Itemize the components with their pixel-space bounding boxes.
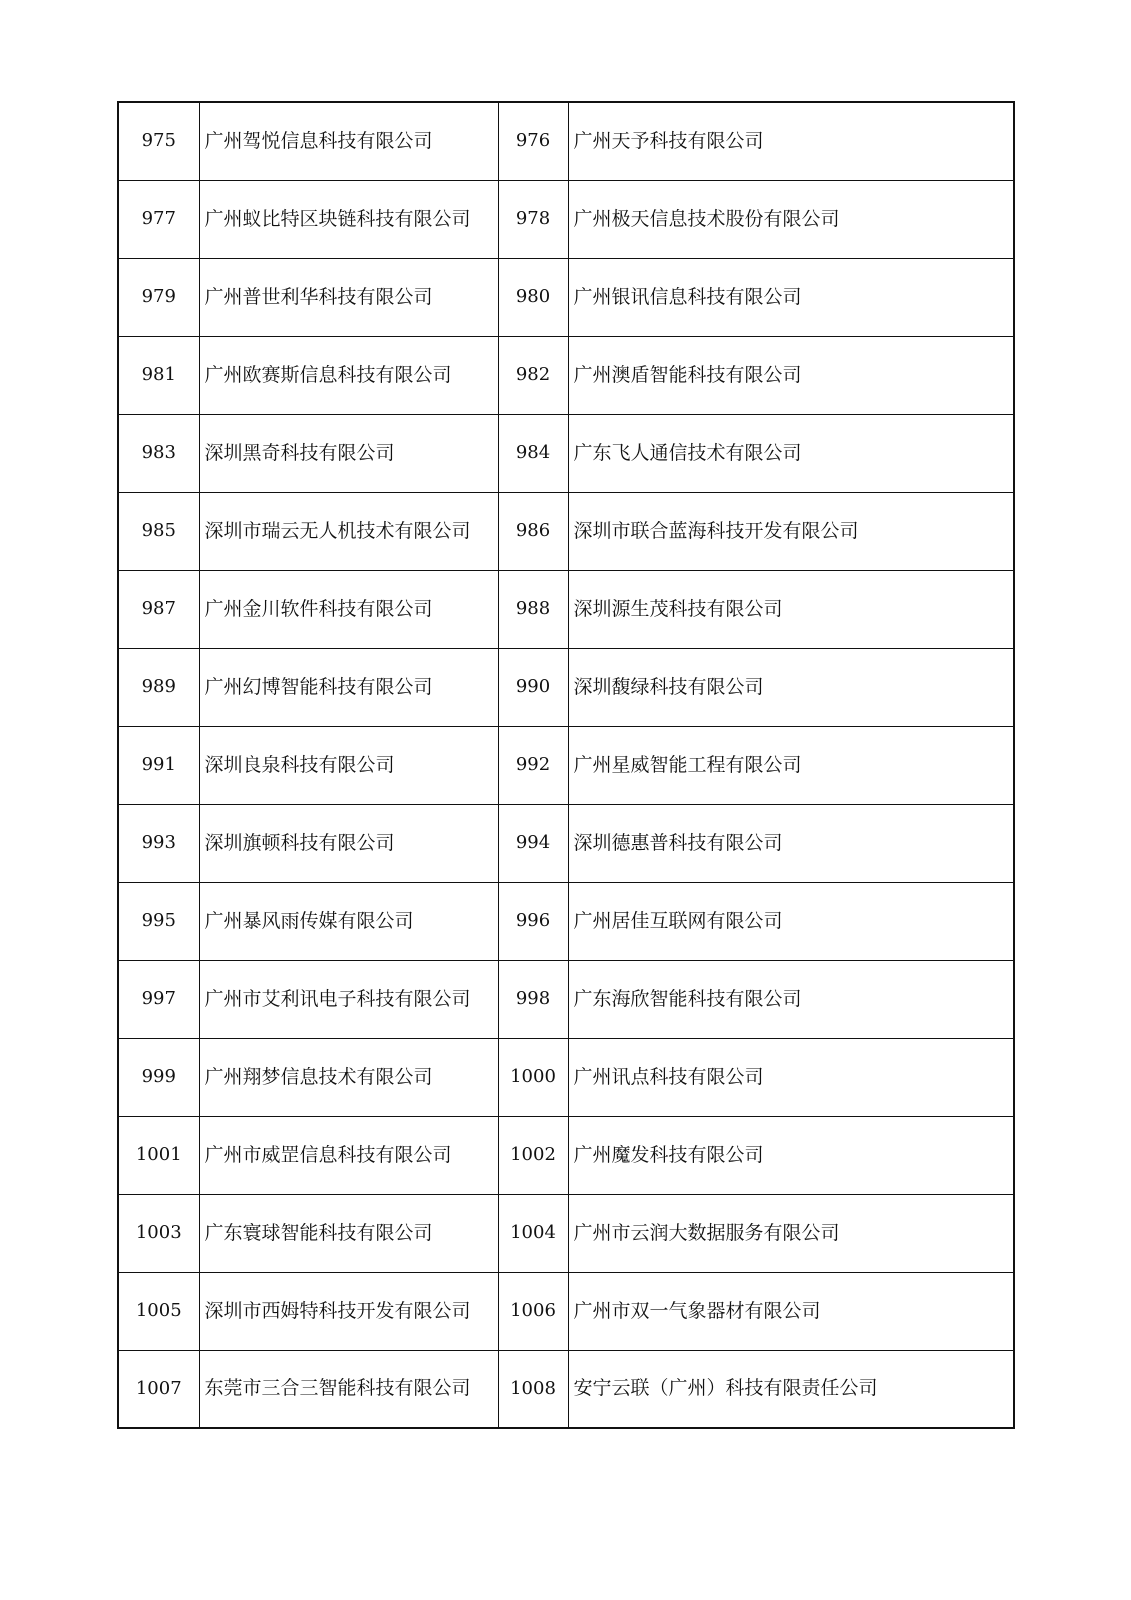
right-company-name-cell: 广东海欣智能科技有限公司 <box>568 960 1014 1038</box>
right-company-name-cell: 深圳源生茂科技有限公司 <box>568 570 1014 648</box>
right-company-name-cell: 深圳馥绿科技有限公司 <box>568 648 1014 726</box>
left-company-name-cell: 深圳黑奇科技有限公司 <box>199 414 498 492</box>
left-company-name-cell: 广州暴风雨传媒有限公司 <box>199 882 498 960</box>
left-number-cell: 989 <box>118 648 199 726</box>
table-row <box>118 492 1014 570</box>
right-number-cell: 998 <box>498 960 568 1038</box>
left-company-name-cell: 广东寰球智能科技有限公司 <box>199 1194 498 1272</box>
right-company-name-cell: 广州澳盾智能科技有限公司 <box>568 336 1014 414</box>
right-number-cell: 1006 <box>498 1272 568 1350</box>
right-number-cell: 994 <box>498 804 568 882</box>
left-number-cell: 995 <box>118 882 199 960</box>
right-company-name-cell: 广州居佳互联网有限公司 <box>568 882 1014 960</box>
left-number-cell: 999 <box>118 1038 199 1116</box>
table-row <box>118 1272 1014 1350</box>
right-company-name-cell: 深圳市联合蓝海科技开发有限公司 <box>568 492 1014 570</box>
right-company-name-cell: 广州市双一气象器材有限公司 <box>568 1272 1014 1350</box>
left-company-name-cell: 深圳市瑞云无人机技术有限公司 <box>199 492 498 570</box>
right-number-cell: 986 <box>498 492 568 570</box>
table-row <box>118 960 1014 1038</box>
left-company-name-cell: 深圳良泉科技有限公司 <box>199 726 498 804</box>
left-company-name-cell: 广州市艾利讯电子科技有限公司 <box>199 960 498 1038</box>
right-number-cell: 1002 <box>498 1116 568 1194</box>
right-company-name-cell: 广州天予科技有限公司 <box>568 102 1014 180</box>
left-company-name-cell: 广州金川软件科技有限公司 <box>199 570 498 648</box>
left-number-cell: 1003 <box>118 1194 199 1272</box>
right-number-cell: 1004 <box>498 1194 568 1272</box>
left-company-name-cell: 广州驾悦信息科技有限公司 <box>199 102 498 180</box>
right-company-name-cell: 深圳德惠普科技有限公司 <box>568 804 1014 882</box>
table-row <box>118 1116 1014 1194</box>
left-number-cell: 975 <box>118 102 199 180</box>
right-number-cell: 976 <box>498 102 568 180</box>
left-number-cell: 993 <box>118 804 199 882</box>
table-row <box>118 1350 1014 1428</box>
left-company-name-cell: 深圳旗顿科技有限公司 <box>199 804 498 882</box>
left-number-cell: 977 <box>118 180 199 258</box>
left-number-cell: 979 <box>118 258 199 336</box>
right-company-name-cell: 安宁云联（广州）科技有限责任公司 <box>568 1350 1014 1428</box>
right-company-name-cell: 广州银讯信息科技有限公司 <box>568 258 1014 336</box>
right-company-name-cell: 广州市云润大数据服务有限公司 <box>568 1194 1014 1272</box>
right-company-name-cell: 广州讯点科技有限公司 <box>568 1038 1014 1116</box>
right-company-name-cell: 广州魔发科技有限公司 <box>568 1116 1014 1194</box>
left-number-cell: 985 <box>118 492 199 570</box>
left-company-name-cell: 东莞市三合三智能科技有限公司 <box>199 1350 498 1428</box>
right-number-cell: 978 <box>498 180 568 258</box>
right-number-cell: 984 <box>498 414 568 492</box>
left-number-cell: 997 <box>118 960 199 1038</box>
table-row <box>118 726 1014 804</box>
right-number-cell: 992 <box>498 726 568 804</box>
table-row <box>118 1194 1014 1272</box>
left-number-cell: 987 <box>118 570 199 648</box>
table-row <box>118 1038 1014 1116</box>
left-company-name-cell: 广州幻博智能科技有限公司 <box>199 648 498 726</box>
right-number-cell: 1000 <box>498 1038 568 1116</box>
right-company-name-cell: 广州星威智能工程有限公司 <box>568 726 1014 804</box>
table-row <box>118 882 1014 960</box>
left-company-name-cell: 广州欧赛斯信息科技有限公司 <box>199 336 498 414</box>
company-list-table <box>117 101 1015 1429</box>
table-row <box>118 648 1014 726</box>
right-number-cell: 1008 <box>498 1350 568 1428</box>
left-company-name-cell: 广州翔梦信息技术有限公司 <box>199 1038 498 1116</box>
table-row <box>118 414 1014 492</box>
table-row <box>118 336 1014 414</box>
table-row <box>118 570 1014 648</box>
right-number-cell: 996 <box>498 882 568 960</box>
table-row <box>118 258 1014 336</box>
left-number-cell: 981 <box>118 336 199 414</box>
table-row <box>118 102 1014 180</box>
left-number-cell: 991 <box>118 726 199 804</box>
right-number-cell: 982 <box>498 336 568 414</box>
right-number-cell: 988 <box>498 570 568 648</box>
right-company-name-cell: 广东飞人通信技术有限公司 <box>568 414 1014 492</box>
left-number-cell: 1001 <box>118 1116 199 1194</box>
right-number-cell: 990 <box>498 648 568 726</box>
table-row <box>118 180 1014 258</box>
left-company-name-cell: 广州普世利华科技有限公司 <box>199 258 498 336</box>
left-number-cell: 1005 <box>118 1272 199 1350</box>
left-number-cell: 1007 <box>118 1350 199 1428</box>
right-number-cell: 980 <box>498 258 568 336</box>
table-row <box>118 804 1014 882</box>
left-company-name-cell: 广州市威罡信息科技有限公司 <box>199 1116 498 1194</box>
left-company-name-cell: 广州蚁比特区块链科技有限公司 <box>199 180 498 258</box>
table-body <box>118 102 1014 1428</box>
right-company-name-cell: 广州极天信息技术股份有限公司 <box>568 180 1014 258</box>
left-company-name-cell: 深圳市西姆特科技开发有限公司 <box>199 1272 498 1350</box>
left-number-cell: 983 <box>118 414 199 492</box>
